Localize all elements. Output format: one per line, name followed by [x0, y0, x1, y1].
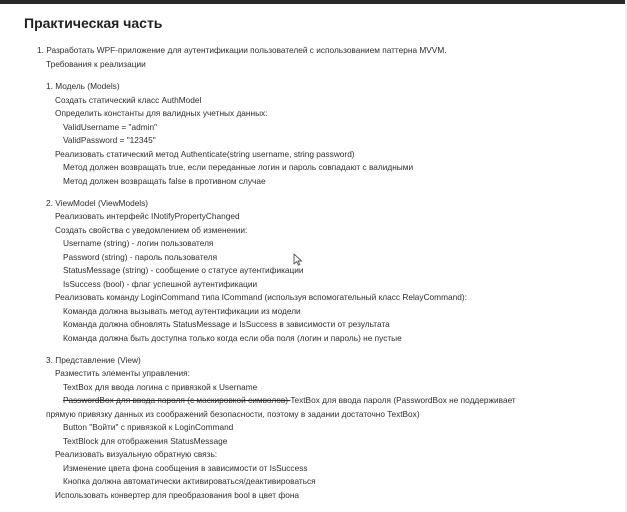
list-item: ValidPassword = "12345"	[63, 135, 156, 145]
list-item: TextBlock для отображения StatusMessage	[63, 436, 228, 446]
section-view: 3. Представление (View)	[46, 355, 141, 365]
list-item: IsSuccess (bool) - флаг успешной аутентификации	[63, 279, 258, 289]
list-item: Кнопка должна автоматически активироваться/деактивироваться	[63, 476, 316, 486]
list-item: Метод должен возвращать true, если переданные логин и пароль совпадают с валидными	[63, 162, 414, 172]
page-title: Практическая часть	[24, 15, 163, 31]
list-item: Изменение цвета фона сообщения в зависимости от IsSuccess	[63, 463, 308, 473]
list-item: Реализовать статический метод Authenticate(string username, string password)	[55, 149, 355, 159]
list-item: Использовать конвертер для преобразования bool в цвет фона	[55, 490, 300, 500]
list-item: Команда должна обновлять StatusMessage и IsSuccess в зависимости от результата	[63, 319, 390, 329]
list-item: Команда должна вызывать метод аутентификации из модели	[63, 306, 301, 316]
top-bar	[0, 0, 627, 4]
list-item: Определить константы для валидных учетных данных:	[55, 108, 268, 118]
list-item: Метод должен возвращать false в противном случае	[63, 176, 266, 186]
list-item: Реализовать интерфейс INotifyPropertyChanged	[55, 211, 240, 221]
section-models: 1. Модель (Models)	[46, 81, 120, 91]
list-item: Создать статический класс AuthModel	[55, 95, 202, 105]
strikethrough-text: PasswordBox для ввода пароля (с маскировкой символов)	[63, 395, 291, 405]
list-item-text: TextBox для ввода пароля (PasswordBox не поддерживает	[290, 395, 516, 405]
list-item: ValidUsername = "admin"	[63, 122, 158, 132]
list-item: Button "Войти" с привязкой к LoginCommand	[63, 422, 234, 432]
list-item: StatusMessage (string) - сообщение о статусе аутентификации	[63, 265, 304, 275]
list-item	[63, 395, 516, 406]
list-item: Создать свойства с уведомлением об изменении:	[55, 225, 248, 235]
requirements-heading: Требования к реализации	[46, 59, 146, 69]
list-item: Password (string) - пароль пользователя	[63, 252, 218, 262]
section-viewmodel: 2. ViewModel (ViewModels)	[46, 198, 149, 208]
task-item: 1. Разработать WPF-приложение для аутентификации пользователей с использованием паттерна MVVM.	[37, 45, 447, 55]
list-item: Реализовать визуальную обратную связь:	[55, 449, 218, 459]
mouse-cursor-icon	[293, 253, 303, 266]
list-item-continuation: прямую привязку данных из соображений безопасности, поэтому в задании достаточно TextBox)	[46, 409, 420, 419]
list-item: Реализовать команду LoginCommand типа ICommand (используя вспомогательный класс RelayCommand):	[55, 292, 467, 302]
list-item: TextBox для ввода логина с привязкой к Username	[63, 382, 258, 392]
list-item: Команда должна быть доступна только когда если оба поля (логин и пароль) не пустые	[63, 333, 402, 343]
list-item: Разместить элементы управления:	[55, 368, 190, 378]
list-item: Username (string) - логин пользователя	[63, 238, 214, 248]
